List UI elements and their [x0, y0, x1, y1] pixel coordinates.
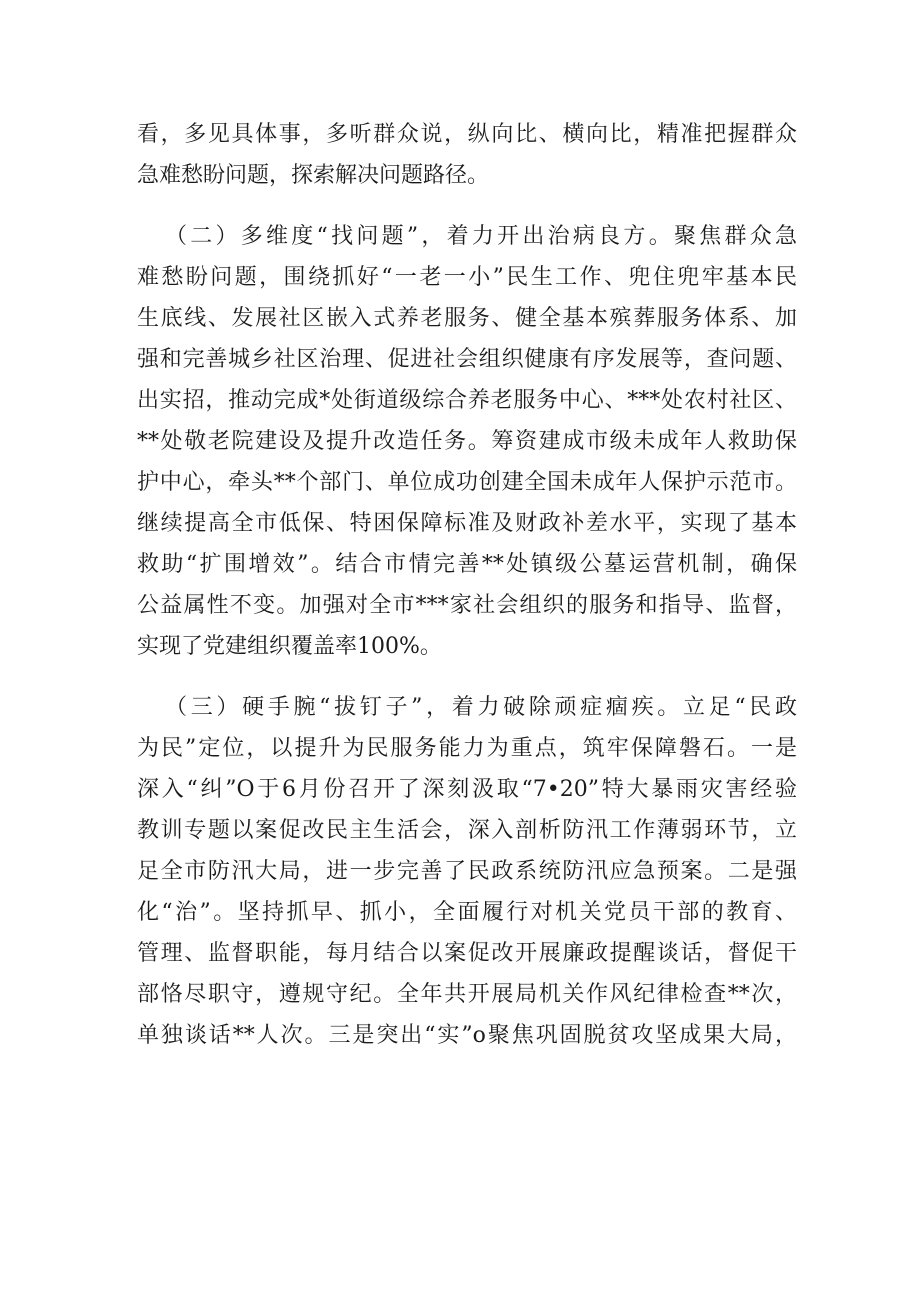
text-line: 急难愁盼问题，探索解决问题路径。: [137, 163, 490, 188]
paragraph-2: [137, 216, 797, 667]
text-line: 难愁盼问题，围绕抓好“一老一小”民生工作、兜住兜牢基本民: [137, 265, 797, 290]
text-line: 看，多见具体事，多听群众说，纵向比、横向比，精准把握群众: [137, 122, 797, 147]
text-line: 部恪尽职守，遵规守纪。全年共开展局机关作风纪律检查**次，: [137, 982, 797, 1007]
text-line: 强和完善城乡社区治理、促进社会组织健康有序发展等，查问题、: [137, 347, 797, 372]
text-line: 出实招，推动完成*处街道级综合养老服务中心、***处农村社区、: [137, 388, 797, 413]
text-line: **处敬老院建设及提升改造任务。筹资建成市级未成年人救助保: [137, 429, 797, 454]
text-line: 实现了党建组织覆盖率100%。: [137, 634, 442, 659]
body-text: [137, 114, 797, 1056]
text-line: （二）多维度“找问题”，着力开出治病良方。聚焦群众急: [165, 224, 797, 249]
text-line: 继续提高全市低保、特困保障标准及财政补差水平，实现了基本: [137, 511, 797, 536]
text-line: 单独谈话**人次。三是突出“实”o聚焦巩固脱贫攻坚成果大局，: [137, 1023, 797, 1048]
paragraph-1: [137, 114, 797, 196]
text-line: 深入“纠”O于6月份召开了深刻汲取“7•20”特大暴雨灾害经验: [137, 777, 797, 802]
text-line: 足全市防汛大局，进一步完善了民政系统防汛应急预案。二是强: [137, 859, 797, 884]
text-line: 管理、监督职能，每月结合以案促改开展廉政提醒谈话，督促干: [137, 941, 797, 966]
text-line: 公益属性不变。加强对全市***家社会组织的服务和指导、监督，: [137, 593, 797, 618]
paragraph-3: [137, 687, 797, 1056]
paragraph-spacer: [137, 667, 797, 687]
text-line: （三）硬手腕“拔钉子”，着力破除顽症痼疾。立足“民政: [165, 695, 797, 720]
paragraph-spacer: [137, 196, 797, 216]
text-line: 生底线、发展社区嵌入式养老服务、健全基本殡葬服务体系、加: [137, 306, 797, 331]
text-line: 化“治”。坚持抓早、抓小，全面履行对机关党员干部的教育、: [137, 900, 797, 925]
text-line: 教训专题以案促改民主生活会，深入剖析防汛工作薄弱环节，立: [137, 818, 797, 843]
text-line: 为民”定位，以提升为民服务能力为重点，筑牢保障磐石。一是: [137, 736, 797, 761]
text-line: 护中心，牵头**个部门、单位成功创建全国未成年人保护示范市。: [137, 470, 797, 495]
text-line: 救助“扩围增效”。结合市情完善**处镇级公墓运营机制，确保: [137, 552, 797, 577]
